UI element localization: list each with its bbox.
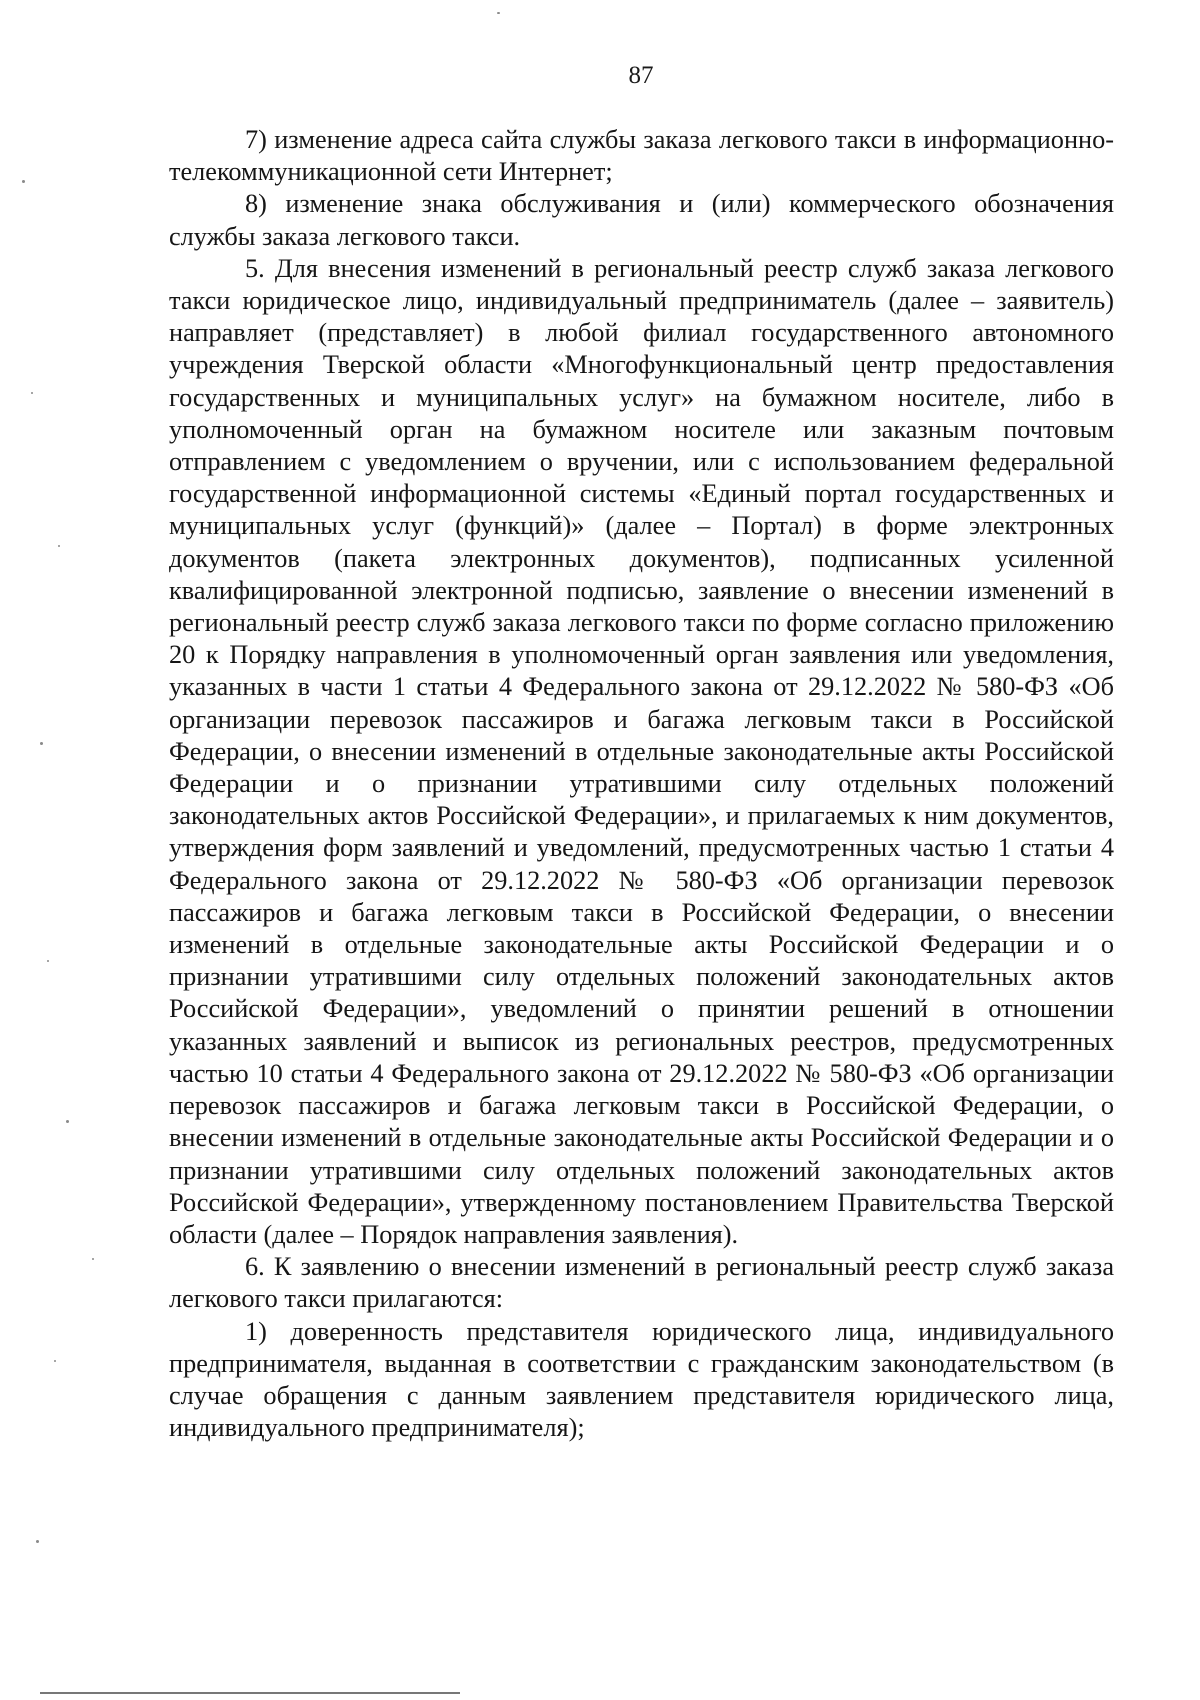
paragraph-clause-6: 6. К заявлению о внесении изменений в региональный реестр служб заказа легкового такси прилагаются: (169, 1252, 1114, 1314)
scan-speck (31, 392, 33, 394)
document-body (169, 124, 1114, 1444)
scan-speck (497, 12, 500, 14)
paragraph-item-7: 7) изменение адреса сайта службы заказа легкового такси в информационно-телекоммуникационной сети Интернет; (169, 125, 1114, 187)
paragraph-item-1: 1) доверенность представителя юридического лица, индивидуального предпринимателя, выданная в соответствии с гражданским законодательством (в случае обращения с данным заявлением представителя юридического лица, индивидуального предпринимателя); (169, 1316, 1114, 1443)
scan-speck (92, 1258, 94, 1260)
page-number: 87 (628, 62, 654, 89)
scan-speck (22, 180, 25, 183)
scan-bottom-edge (40, 1692, 460, 1694)
scan-speck (54, 1360, 56, 1362)
paragraph-item-8: 8) изменение знака обслуживания и (или) коммерческого обозначения службы заказа легкового такси. (169, 189, 1114, 251)
scan-speck (58, 545, 60, 547)
paragraph-clause-5: 5. Для внесения изменений в региональный реестр служб заказа легкового такси юридическое лицо, индивидуальный предприниматель (далее – заявитель) направляет (представляет) в любой филиал государственного автономного учреждения Тверской области «Многофункциональный центр предоставления государственных и муниципальных услуг» на бумажном носителе, либо в уполномоченный орган на бумажном носителе или заказным почтовым отправлением с уведомлением о вручении, или с использованием федеральной государственной информационной системы «Единый портал государственных и муниципальных услуг (функций)» (далее – Портал) в форме электронных документов (пакета электронных документов), подписанных усиленной квалифицированной электронной подписью, заявление о внесении изменений в региональный реестр служб заказа легкового такси по форме согласно приложению 20 к Порядку направления в уполномоченный орган заявления или уведомления, указанных в части 1 статьи 4 Федерального закона от 29.12.2022 № 580-ФЗ «Об организации перевозок пассажиров и багажа легковым такси в Российской Федерации, о внесении изменений в отдельные законодательные акты Российской Федерации и о признании утратившими силу отдельных положений законодательных актов Российской Федерации», и прилагаемых к ним документов, утверждения форм заявлений и уведомлений, предусмотренных частью 1 статьи 4 Федерального закона от 29.12.2022 № 580-ФЗ «Об организации перевозок пассажиров и багажа легковым такси в Российской Федерации, о внесении изменений в отдельные законодательные акты Российской Федерации и о признании утратившими силу отдельных положений законодательных актов Российской Федерации», уведомлений о принятии решений в отношении указанных заявлений и выписок из региональных реестров, предусмотренных частью 10 статьи 4 Федерального закона от 29.12.2022 № 580-ФЗ «Об организации перевозок пассажиров и багажа легковым такси в Российской Федерации, о внесении изменений в отдельные законодательные акты Российской Федерации и о признании утратившими силу отдельных положений законодательных актов Российской Федерации», утвержденному постановлением Правительства Тверской области (далее – Порядок направления заявления). (169, 253, 1114, 1249)
scan-speck (47, 960, 49, 962)
scan-speck (66, 1120, 69, 1123)
scan-speck (40, 742, 43, 745)
scan-speck (36, 1540, 39, 1543)
